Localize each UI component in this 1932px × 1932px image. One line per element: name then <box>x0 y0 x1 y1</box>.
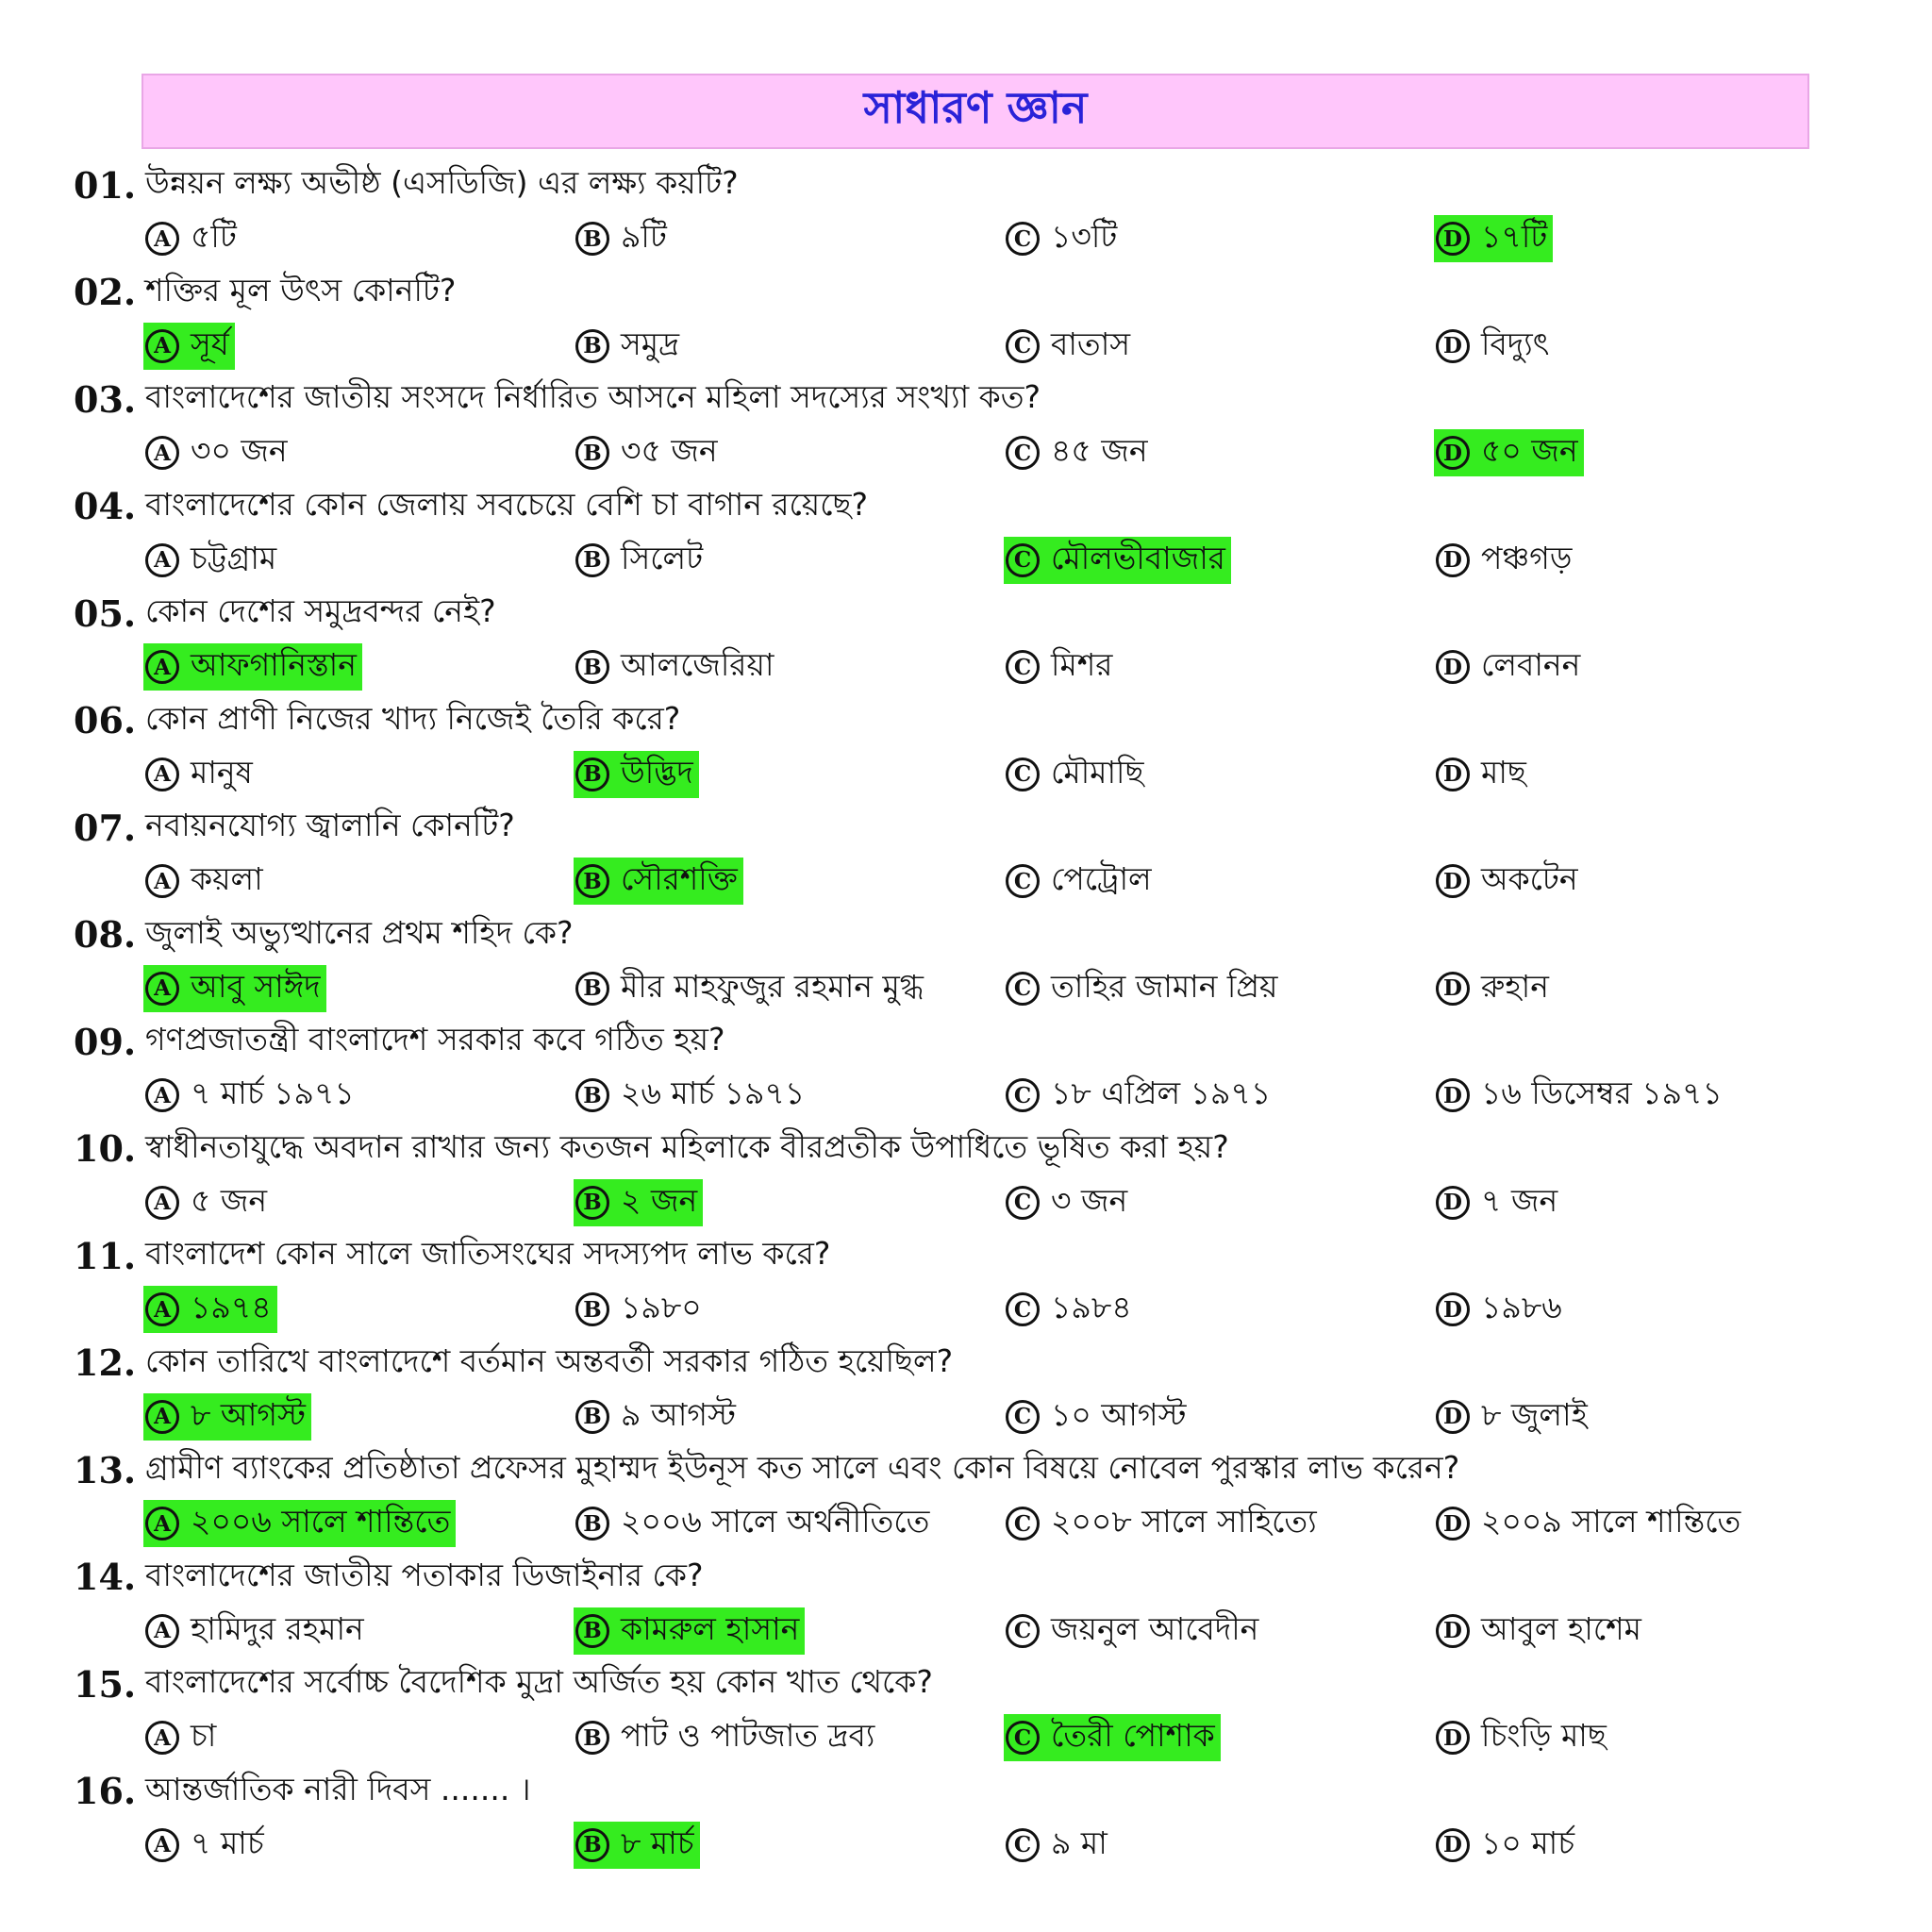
option <box>143 858 269 905</box>
option-text: পাট ও পাটজাত দ্রব্য <box>621 1717 875 1754</box>
option-row <box>74 1175 1847 1229</box>
option-text: মিশর <box>1051 646 1113 683</box>
option-letter-badge: A <box>145 1186 179 1220</box>
option-row <box>74 1496 1847 1550</box>
option <box>1004 1286 1138 1333</box>
option-text: ৩৫ জন <box>621 432 718 469</box>
option <box>574 323 685 370</box>
option-text: কামরুল হাসান <box>621 1609 800 1647</box>
option-letter-badge: C <box>1006 1186 1040 1220</box>
option-correct <box>1434 215 1553 262</box>
option <box>574 1393 741 1441</box>
option-text: ২ জন <box>621 1181 698 1219</box>
option-letter-badge: D <box>1436 972 1470 1006</box>
option-letter-badge: A <box>145 1721 179 1755</box>
option-text: আবুল হাশেম <box>1481 1609 1641 1647</box>
option-text: ১৬ ডিসেম্বর ১৯৭১ <box>1481 1074 1723 1111</box>
question-item <box>74 1765 1847 1873</box>
question-line <box>74 1337 1847 1390</box>
option <box>574 429 724 476</box>
question-line <box>74 587 1847 640</box>
question-item <box>74 1337 1847 1444</box>
question-number: 03. <box>74 377 137 421</box>
question-line <box>74 1443 1847 1496</box>
option-letter-badge: A <box>145 650 179 684</box>
option-text: পেট্রোল <box>1051 860 1152 897</box>
option-text: ৯ মা <box>1051 1824 1108 1861</box>
option <box>574 537 708 584</box>
option-letter-badge: A <box>145 222 179 256</box>
question-number: 16. <box>74 1770 137 1812</box>
question-number: 01. <box>74 163 137 207</box>
option-text: ১৯৮৪ <box>1051 1289 1132 1325</box>
option <box>1434 643 1586 691</box>
option-text: মাছ <box>1481 753 1526 791</box>
option-correct <box>143 1393 311 1441</box>
question-text: কোন দেশের সমুদ্রবন্দর নেই? <box>145 592 496 629</box>
option-letter-badge: D <box>1436 1078 1470 1112</box>
question-text: আন্তর্জাতিক নারী দিবস ....... । <box>145 1770 531 1807</box>
question-line <box>74 1657 1847 1710</box>
question-number: 06. <box>74 699 137 741</box>
option-letter-badge: B <box>575 1400 609 1434</box>
question-line <box>74 266 1847 319</box>
option-row <box>74 961 1847 1015</box>
option <box>1004 965 1283 1012</box>
question-number: 08. <box>74 913 137 956</box>
question-line <box>74 908 1847 961</box>
option-letter-badge: D <box>1436 758 1470 791</box>
option <box>1004 1393 1191 1441</box>
option-letter-badge: D <box>1436 1828 1470 1862</box>
option <box>1004 858 1158 905</box>
option-letter-badge: A <box>145 1078 179 1112</box>
option-letter-badge: B <box>575 1721 609 1755</box>
option-letter-badge: B <box>575 329 609 363</box>
question-number: 04. <box>74 485 137 527</box>
option-letter-badge: C <box>1006 329 1040 363</box>
option <box>1004 1822 1113 1869</box>
question-item <box>74 587 1847 694</box>
option-letter-badge: D <box>1436 222 1470 256</box>
option-text: চট্টগ্রাম <box>191 539 277 576</box>
option-text: সূর্য <box>191 325 229 362</box>
option-text: আলজেরিয়া <box>621 646 774 683</box>
question-text: গণপ্রজাতন্ত্রী বাংলাদেশ সরকার কবে গঠিত হয়? <box>145 1021 725 1058</box>
option-letter-badge: D <box>1436 1614 1470 1648</box>
option-letter-badge: C <box>1006 650 1040 684</box>
option-text: ৫০ জন <box>1481 432 1578 469</box>
option-letter-badge: D <box>1436 1292 1470 1326</box>
option-letter-badge: D <box>1436 650 1470 684</box>
option-text: ১৯৭৪ <box>191 1289 272 1325</box>
question-number: 09. <box>74 1020 137 1063</box>
option-letter-badge: C <box>1006 436 1040 470</box>
page-header <box>142 74 1809 149</box>
option-row <box>74 1604 1847 1657</box>
option-letter-badge: D <box>1436 329 1470 363</box>
option-letter-badge: A <box>145 864 179 898</box>
option-text: কয়লা <box>191 860 263 897</box>
option-text: ২০০৮ সালে সাহিত্যে <box>1051 1503 1317 1540</box>
page-title: সাধারণ জ্ঞান <box>863 82 1088 133</box>
option-letter-badge: B <box>575 222 609 256</box>
option <box>1004 215 1123 262</box>
option <box>1434 1179 1563 1226</box>
option-text: ১৭টি <box>1481 218 1548 255</box>
option-letter-badge: A <box>145 329 179 363</box>
option-letter-badge: B <box>575 1292 609 1326</box>
option-text: ২০০৬ সালে অর্থনীতিতে <box>621 1503 930 1540</box>
question-item <box>74 158 1847 266</box>
question-number: 05. <box>74 591 137 635</box>
question-item <box>74 1551 1847 1658</box>
option <box>1004 1072 1276 1119</box>
question-line <box>74 694 1847 747</box>
option-letter-badge: C <box>1006 1292 1040 1326</box>
option-text: পঞ্চগড় <box>1481 539 1573 576</box>
option-letter-badge: D <box>1436 1400 1470 1434</box>
option-letter-badge: C <box>1006 1400 1040 1434</box>
question-list <box>74 158 1847 1872</box>
question-text: জুলাই অভ্যুত্থানের প্রথম শহিদ কে? <box>145 913 574 951</box>
option-text: অকটেন <box>1481 860 1578 897</box>
option-letter-badge: C <box>1006 1721 1040 1755</box>
option-correct <box>1434 429 1584 476</box>
option <box>574 965 929 1012</box>
option <box>1004 751 1150 798</box>
option <box>574 1072 810 1119</box>
question-number: 15. <box>74 1662 137 1706</box>
option <box>1434 323 1555 370</box>
option-letter-badge: A <box>145 436 179 470</box>
option-text: বিদ্যুৎ <box>1481 325 1550 362</box>
option-text: ১৯৮০ <box>621 1289 702 1325</box>
option <box>1004 1607 1264 1655</box>
option <box>143 537 282 584</box>
option <box>143 429 293 476</box>
option-text: ৯ আগস্ট <box>621 1395 736 1433</box>
option-letter-badge: D <box>1436 1507 1470 1541</box>
option-row <box>74 319 1847 373</box>
option-row <box>74 1390 1847 1443</box>
question-text: বাংলাদেশের জাতীয় পতাকার ডিজাইনার কে? <box>145 1556 704 1593</box>
option <box>143 1072 360 1119</box>
question-text: বাংলাদেশের জাতীয় সংসদে নির্ধারিত আসনে মহিলা সদস্যের সংখ্যা কত? <box>145 378 1041 415</box>
option-correct <box>574 1179 703 1226</box>
option <box>1434 1822 1580 1869</box>
option <box>1434 1607 1647 1655</box>
question-text: বাংলাদেশের সর্বোচ্চ বৈদেশিক মুদ্রা অর্জিত হয় কোন খাত থেকে? <box>145 1663 933 1700</box>
option-text: লেবানন <box>1481 646 1581 683</box>
option-text: ১৮ এপ্রিল ১৯৭১ <box>1051 1074 1272 1111</box>
option-text: হামিদুর রহমান <box>191 1609 364 1647</box>
question-line <box>74 801 1847 854</box>
option-letter-badge: A <box>145 972 179 1006</box>
question-number: 14. <box>74 1556 137 1598</box>
option-text: ৪৫ জন <box>1051 432 1148 469</box>
option-letter-badge: D <box>1436 1721 1470 1755</box>
option <box>1434 1714 1612 1761</box>
option-letter-badge: A <box>145 543 179 577</box>
option-correct <box>143 965 326 1012</box>
option-correct <box>574 858 743 905</box>
option-text: জয়নুল আবেদীন <box>1051 1609 1259 1647</box>
option-letter-badge: D <box>1436 436 1470 470</box>
option <box>574 1500 935 1547</box>
option-correct <box>143 643 362 691</box>
option <box>1004 1179 1133 1226</box>
option-letter-badge: C <box>1006 1078 1040 1112</box>
option-text: ৮ জুলাই <box>1481 1395 1588 1433</box>
option <box>1434 1286 1568 1333</box>
option <box>1004 1500 1323 1547</box>
option <box>1434 1072 1728 1119</box>
option-text: সমুদ্র <box>621 325 680 362</box>
option-letter-badge: A <box>145 1614 179 1648</box>
option-letter-badge: C <box>1006 1507 1040 1541</box>
option-row <box>74 1068 1847 1122</box>
option-correct <box>574 1607 805 1655</box>
question-number: 02. <box>74 271 137 313</box>
option-letter-badge: D <box>1436 864 1470 898</box>
option-text: ৮ আগস্ট <box>191 1395 306 1433</box>
question-item <box>74 1015 1847 1123</box>
option-row <box>74 425 1847 479</box>
question-line <box>74 1765 1847 1818</box>
option-text: ১৯৮৬ <box>1481 1289 1562 1325</box>
option <box>1004 643 1118 691</box>
question-text: বাংলাদেশ কোন সালে জাতিসংঘের সদস্যপদ লাভ করে? <box>145 1235 831 1272</box>
option-text: তৈরী পোশাক <box>1051 1717 1215 1754</box>
option-row <box>74 1710 1847 1764</box>
question-text: শক্তির মূল উৎস কোনটি? <box>145 271 457 308</box>
option-letter-badge: B <box>575 436 609 470</box>
question-line <box>74 1015 1847 1068</box>
question-line <box>74 1229 1847 1282</box>
option-letter-badge: C <box>1006 1828 1040 1862</box>
question-line <box>74 1123 1847 1175</box>
question-text: উন্নয়ন লক্ষ্য অভীষ্ঠ (এসডিজি) এর লক্ষ্য কয়টি? <box>145 164 739 201</box>
option-text: চিংড়ি মাছ <box>1481 1717 1607 1754</box>
option-letter-badge: B <box>575 864 609 898</box>
option-text: ৭ জন <box>1481 1181 1558 1219</box>
question-text: গ্রামীণ ব্যাংকের প্রতিষ্ঠাতা প্রফেসর মুহাম্মদ ইউনূস কত সালে এবং কোন বিষয়ে নোবেল পুরস্কার লাভ করেন? <box>145 1449 1460 1486</box>
option-text: মানুষ <box>191 753 253 791</box>
question-number: 07. <box>74 806 137 849</box>
option-letter-badge: B <box>575 1828 609 1862</box>
option-text: মৌমাছি <box>1051 753 1144 791</box>
option-row <box>74 211 1847 265</box>
option-letter-badge: C <box>1006 222 1040 256</box>
option <box>574 215 673 262</box>
option <box>1434 965 1555 1012</box>
option-letter-badge: B <box>575 972 609 1006</box>
option-text: ৮ মার্চ <box>621 1824 694 1861</box>
option-text: মীর মাহফুজুর রহমান মুগ্ধ <box>621 967 924 1005</box>
option-text: ২০০৯ সালে শান্তিতে <box>1481 1503 1741 1540</box>
question-item <box>74 1657 1847 1765</box>
option-letter-badge: B <box>575 650 609 684</box>
option-letter-badge: B <box>575 543 609 577</box>
option <box>143 215 242 262</box>
question-item <box>74 1123 1847 1230</box>
option-text: ৩০ জন <box>191 432 288 469</box>
option-text: ৭ মার্চ <box>191 1824 264 1861</box>
question-number: 12. <box>74 1341 137 1384</box>
option-correct <box>143 1500 456 1547</box>
option-text: ৯টি <box>621 218 667 255</box>
option-text: সৌরশক্তি <box>621 860 738 897</box>
option-letter-badge: D <box>1436 543 1470 577</box>
option <box>143 1714 222 1761</box>
option-letter-badge: B <box>575 1186 609 1220</box>
option-row <box>74 747 1847 801</box>
option-letter-badge: C <box>1006 864 1040 898</box>
option-correct <box>574 1822 700 1869</box>
option <box>574 1714 880 1761</box>
question-line <box>74 158 1847 211</box>
option-text: আবু সাঈদ <box>191 967 321 1005</box>
question-text: বাংলাদেশের কোন জেলায় সবচেয়ে বেশি চা বাগান রয়েছে? <box>145 485 869 523</box>
option-letter-badge: B <box>575 1614 609 1648</box>
option-text: মৌলভীবাজার <box>1051 539 1225 576</box>
option-text: ১০ মার্চ <box>1481 1824 1575 1861</box>
option-row <box>74 533 1847 587</box>
option <box>1434 751 1532 798</box>
option-row <box>74 854 1847 908</box>
question-item <box>74 694 1847 802</box>
option <box>1434 858 1584 905</box>
option-letter-badge: A <box>145 758 179 791</box>
option-text: বাতাস <box>1051 325 1131 362</box>
option-letter-badge: C <box>1006 543 1040 577</box>
option <box>1004 323 1136 370</box>
question-number: 10. <box>74 1127 137 1170</box>
option <box>1434 1500 1746 1547</box>
option <box>143 1179 273 1226</box>
question-text: কোন তারিখে বাংলাদেশে বর্তমান অন্তবর্তী সরকার গঠিত হয়েছিল? <box>145 1341 954 1379</box>
option-row <box>74 1818 1847 1872</box>
question-line <box>74 480 1847 533</box>
option-text: ২৬ মার্চ ১৯৭১ <box>621 1074 806 1111</box>
option-text: তাহির জামান প্রিয় <box>1051 967 1278 1005</box>
option-letter-badge: B <box>575 1507 609 1541</box>
option-text: ৩ জন <box>1051 1181 1128 1219</box>
option-text: ৭ মার্চ ১৯৭১ <box>191 1074 355 1111</box>
option-letter-badge: C <box>1006 1614 1040 1648</box>
option-correct <box>143 1286 277 1333</box>
option-row <box>74 640 1847 693</box>
question-text: নবায়নযোগ্য জ্বালানি কোনটি? <box>145 807 515 843</box>
option <box>1434 537 1577 584</box>
option-correct <box>1004 537 1231 584</box>
option-text: ১০ আগস্ট <box>1051 1395 1187 1433</box>
option-text: চা <box>191 1717 217 1754</box>
option-letter-badge: D <box>1436 1186 1470 1220</box>
option-text: রুহান <box>1481 967 1549 1005</box>
question-item <box>74 801 1847 908</box>
option-correct <box>574 751 699 798</box>
option <box>574 1286 708 1333</box>
question-item <box>74 1443 1847 1551</box>
option-row <box>74 1282 1847 1336</box>
option-letter-badge: A <box>145 1828 179 1862</box>
option <box>1434 1393 1593 1441</box>
option <box>143 1822 270 1869</box>
question-text: স্বাধীনতাযুদ্ধে অবদান রাখার জন্য কতজন মহিলাকে বীরপ্রতীক উপাধিতে ভূষিত করা হয়? <box>145 1127 1229 1165</box>
option <box>574 643 779 691</box>
option-letter-badge: A <box>145 1507 179 1541</box>
option-text: ৫টি <box>191 218 237 255</box>
option-letter-badge: B <box>575 758 609 791</box>
option <box>143 751 258 798</box>
option-letter-badge: A <box>145 1400 179 1434</box>
option <box>143 1607 370 1655</box>
question-number: 11. <box>74 1234 137 1277</box>
option-text: আফগানিস্তান <box>191 646 357 683</box>
option-letter-badge: C <box>1006 758 1040 791</box>
question-line <box>74 1551 1847 1604</box>
question-item <box>74 373 1847 480</box>
question-item <box>74 266 1847 374</box>
question-item <box>74 908 1847 1016</box>
option-letter-badge: B <box>575 1078 609 1112</box>
option <box>1004 429 1154 476</box>
option-letter-badge: C <box>1006 972 1040 1006</box>
option-text: সিলেট <box>621 539 704 576</box>
option-text: ২০০৬ সালে শান্তিতে <box>191 1503 451 1540</box>
question-text: কোন প্রাণী নিজের খাদ্য নিজেই তৈরি করে? <box>145 699 681 737</box>
question-number: 13. <box>74 1448 137 1491</box>
option-text: ১৩টি <box>1051 218 1118 255</box>
option-text: উদ্ভিদ <box>621 753 693 791</box>
question-item <box>74 480 1847 588</box>
question-item <box>74 1229 1847 1337</box>
option-text: ৫ জন <box>191 1181 268 1219</box>
option-correct <box>1004 1714 1221 1761</box>
option-correct <box>143 323 235 370</box>
question-line <box>74 373 1847 425</box>
option-letter-badge: A <box>145 1292 179 1326</box>
